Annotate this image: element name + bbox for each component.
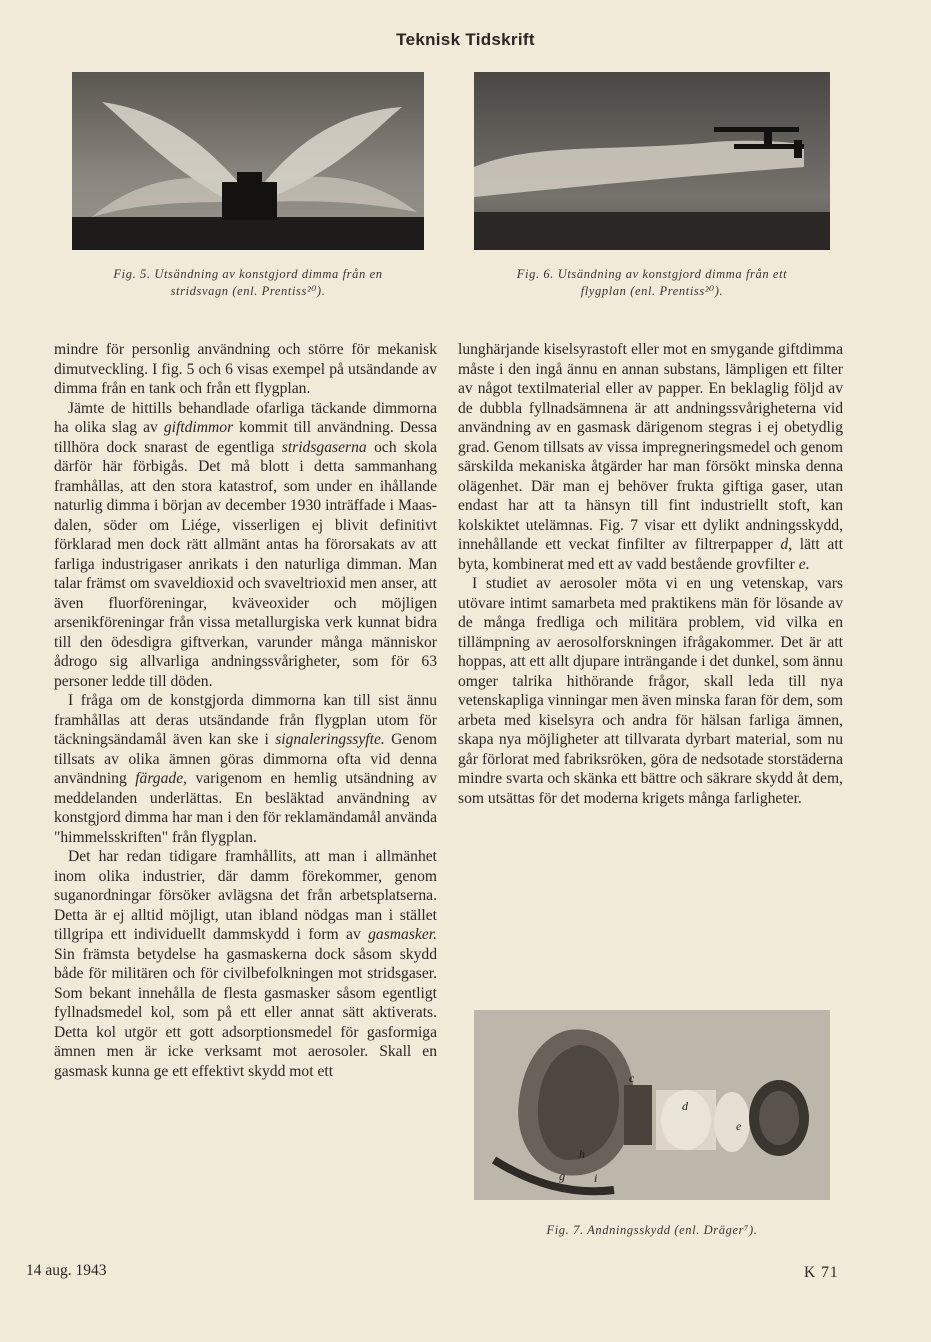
issue-date: 14 aug. 1943 — [26, 1262, 107, 1279]
fig5-photo — [72, 72, 424, 250]
left-column — [54, 340, 437, 1081]
fig7-label-i: i — [594, 1171, 598, 1185]
fig6-photo — [474, 72, 830, 250]
fig7-label-e: e — [736, 1119, 742, 1133]
fig7-label-c: c — [629, 1071, 635, 1085]
fig7-label-g: g — [559, 1169, 565, 1183]
fig5-caption: Fig. 5. Utsändning av konstgjord dimma från en stridsvagn (enl. Prentiss²⁰). — [113, 267, 383, 298]
left-paragraph-4: Det har redan tidigare framhållits, att man i allmänhet inom olika industrier, där damm förekommer, genom suganordningar försöker avlägsna det från arbetsplatserna. Detta är ej alltid möjligt, utan ibland nödgas man i stället tillgripa ett individuellt dammskydd i form av gasmasker. Sin främsta betydelse ha gasmaskerna dock såsom skydd både för militären och för civilbefolkningen mot stridsgaser. Som bekant innehålla de flesta gasmasker såsom egentligt fyllnadsmedel kol, som på ett eller annat sätt aktiverats. Detta kol utgör ett gott adsorptionsmedel för gasformiga ämnen men är icke verksamt mot aerosoler. Skall en gasmask kunna ge ett effektivt skydd mot ett — [54, 848, 437, 1080]
left-paragraph-3: I fråga om de konstgjorda dimmorna kan till sist ännu framhållas att deras utsändande från flygplan utom för täckningsändamål även kan ske i signaleringssyfte. Genom tillsats av olika ämnen göras dimmorna ofta vid denna användning färgade, varigenom en hemlig utsändning av meddelanden underlättas. En besläktad användning av konstgjord dimma har man i den för reklamändamål använda "himmelsskriften" från flygplan. — [54, 692, 438, 846]
right-column — [458, 340, 843, 808]
right-paragraph-1: lunghärjande kiselsyrastoft eller mot en smygande giftdimma måste i den ingå ännu en annan substans, lämpligen ett filter av något textilmaterial eller av papper. En beklaglig följd av de dubbla fyllnadsämnena är att andningssvårigheterna vid användning av en gasmask därigenom stegras i ej obetydlig grad. Genom tillsats av vissa impregneringsmedel och genom särskilda mekaniska åtgärder har man försökt minska denna olägenhet. Där man ej behöver frukta giftiga gaser, utan endast har att ta hänsyn till fint industriellt stoft, kan kolskiktet utelämnas. Fig. 7 visar ett dylikt andningsskydd, innehållande ett veckat finfilter av filtrerpapper d, lätt att byta, kombinerat med ett av vadd bestående grovfilter e. — [458, 341, 843, 573]
fig7-photo — [474, 1010, 830, 1200]
fig7-label-h: h — [579, 1147, 585, 1161]
fig6-caption: Fig. 6. Utsändning av konstgjord dimma från ett flygplan (enl. Prentiss²⁰). — [516, 267, 788, 298]
right-paragraph-2: I studiet av aerosoler möta vi en ung vetenskap, vars utövare intimt samarbeta med praktikens män för lösande av de många fredliga och militära problem, vid vilka en tillämpning av aerosolforskningen ifrågakommer. Det är att hoppas, att ett allt djupare inträngande i det dunkel, som ännu omger talrika hithörande frågor, skall leda till nya vetenskapliga vinningar men även minska faran för dem, som arbeta med kiselsyra och andra för hälsan farliga ämnen, skapa nya möjligheter att tillvarata dyrbart material, som nu går förlorat med fabriksröken, göra de nedsotade storstäderna mindre svarta och skänka ett bättre och säkrare skydd åt dem, som utsättas för det moderna krigets många farligheter. — [458, 575, 843, 807]
page-number: K 71 — [804, 1264, 839, 1281]
fig7-label-d: d — [682, 1099, 688, 1113]
page-header-title: Teknisk Tidskrift — [396, 30, 535, 49]
left-paragraph-1: mindre för personlig användning och större för mekanisk dimutveckling. I fig. 5 och 6 visas exempel på utsändande av dimma från en tank och från ett flygplan. — [54, 341, 437, 397]
fig7-caption: Fig. 7. Andningsskydd (enl. Dräger⁷). — [546, 1223, 758, 1237]
left-paragraph-2: Jämte de hittills behandlade ofarliga täckande dimmorna ha olika slag av giftdimmor kommit till användning. Dessa tillhöra dock snarast de egentliga stridsgaserna och skola därför här förbigås. Det må blott i detta sammanhang framhållas, att den stora katastrof, som under en ihållande naturlig dimma i början av december 1930 inträffade i Maas-dalen, söder om Liége, visserligen ej blivit definitivt förklarad men dock rätt allmänt antas ha förorsakats av att farliga industrigaser anrikats i den naturliga dimman. Man talar främst om svaveldioxid och svaveltrioxid men anser, att även fluorföreningar, kväveoxider och möjligen arsenikföreningar från vissa metallurgiska verk kunnat bidra till den ödesdigra giftverkan, varunder många människor ådrogo sig allvarliga andningssvårigheter, som för 63 personer ledde till döden. — [54, 399, 437, 690]
